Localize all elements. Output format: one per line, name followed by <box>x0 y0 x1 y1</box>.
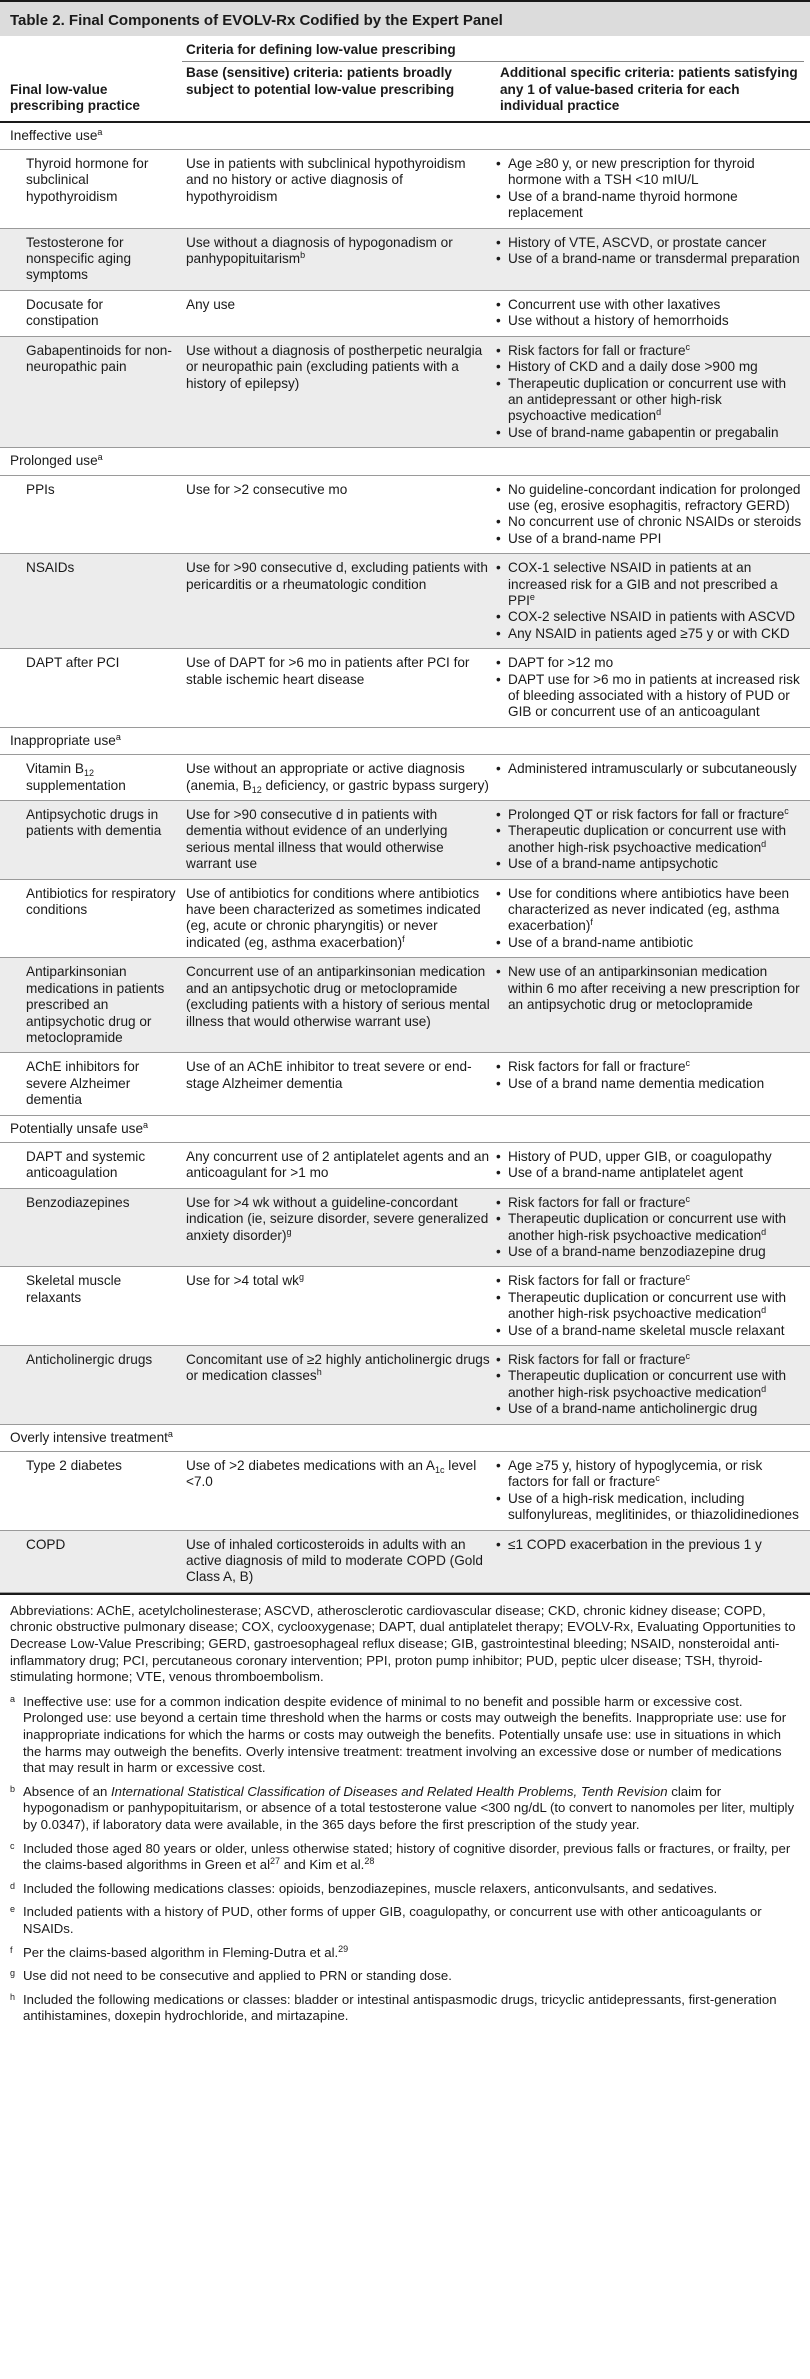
category-row: Potentially unsafe use$^a$ <box>0 1116 810 1143</box>
practice-cell: Vitamin $B_{12}$ supplementation <box>26 761 126 793</box>
base-criteria-cell: Any concurrent use of 2 antiplatelet agents and an anticoagulant for >1 mo <box>186 1148 490 1181</box>
criteria-bullet: • History of PUD, upper GIB, or coagulopathy <box>496 1149 804 1165</box>
additional-criteria-cell <box>496 297 804 330</box>
additional-criteria-cell <box>496 1195 804 1261</box>
additional-criteria-cell <box>496 807 804 873</box>
practice-cell: Docusate for constipation <box>26 296 104 329</box>
criteria-bullet: • History of CKD and a daily dose >900 mg <box>496 359 804 375</box>
additional-criteria-cell <box>496 1149 804 1182</box>
practice-cell: PPIs <box>26 481 55 497</box>
base-criteria-cell: Use for >90 consecutive d in patients with dementia without evidence of an underlying serious mental illness that would otherwise warrant use <box>186 807 448 872</box>
category-row: Inappropriate use$^a$ <box>0 728 810 755</box>
practice-cell: Thyroid hormone for subclinical hypothyroidism <box>26 156 149 204</box>
criteria-bullet: • History of VTE, ASCVD, or prostate cancer <box>496 235 804 251</box>
base-criteria-cell: Use without an appropriate or active diagnosis (anemia, $B_{12}$ deficiency, or gastric bypass surgery) <box>186 761 489 795</box>
criteria-bullet: • Prolonged QT or risk factors for fall or fracture$^c$ <box>496 807 804 823</box>
footnote <box>10 1992 800 2025</box>
practice-cell: AChE inhibitors for severe Alzheimer dementia <box>26 1059 140 1108</box>
footnote-text: Absence of an International Statistical Classification of Diseases and Related Health Problems, Tenth Revision claim for hypogonadism or panhypopituitarism, or absence of a total testosterone value <300 ng/dL (to convert to nanomoles per liter, multiply by 0.0347), if laboratory data were available, in the 365 days before the first prescription of the study year. <box>23 1783 795 1832</box>
footnotes-list <box>10 1694 800 2025</box>
table-row <box>0 150 810 229</box>
base-criteria-cell: Use without a diagnosis of hypogonadism or panhypopituitarism$^b$ <box>186 234 453 267</box>
practice-cell: Anticholinergic drugs <box>26 1352 153 1367</box>
table-row <box>0 476 810 555</box>
criteria-bullet: • Use of a brand name dementia medication <box>496 1076 804 1092</box>
table-row <box>0 229 810 291</box>
table-row <box>0 1267 810 1346</box>
additional-criteria-cell <box>496 1273 804 1339</box>
practice-cell: Type 2 diabetes <box>26 1458 122 1474</box>
table-row <box>0 801 810 880</box>
additional-criteria-cell <box>496 343 804 441</box>
criteria-bullet: • Use of a brand-name or transdermal preparation <box>496 251 804 267</box>
footnote-mark: h <box>10 1991 16 2002</box>
practice-cell: DAPT after PCI <box>26 655 120 671</box>
table-header <box>0 36 810 123</box>
criteria-bullet: • New use of an antiparkinsonian medication within 6 mo after receiving a new prescription for an antipsychotic drug or metoclopramide <box>496 964 804 1013</box>
footnote-text: Included patients with a history of PUD, other forms of upper GIB, coagulopathy, or concurrent use with other anticoagulants or NSAIDs. <box>23 1904 762 1936</box>
table-title: Table 2. Final Components of EVOLV-Rx Codified by the Expert Panel <box>0 0 810 36</box>
table-row <box>0 1143 810 1189</box>
table-row <box>0 880 810 959</box>
additional-criteria-cell <box>496 655 804 721</box>
criteria-bullet: • Use of a brand-name anticholinergic drug <box>496 1401 804 1417</box>
criteria-bullet: • Age ≥80 y, or new prescription for thyroid hormone with a TSH <10 mIU/L <box>496 156 804 189</box>
criteria-bullet: • Concurrent use with other laxatives <box>496 297 804 313</box>
additional-criteria-cell <box>496 1537 804 1586</box>
base-criteria-cell: Use for >4 total $wk^g$ <box>186 1272 304 1289</box>
table-row <box>0 1452 810 1531</box>
footnote <box>10 1784 800 1834</box>
additional-criteria-cell <box>496 964 804 1046</box>
footnote-mark: g <box>10 1968 16 1979</box>
additional-criteria-cell <box>496 482 804 548</box>
footnote-text: Included the following medications classes: opioids, benzodiazepines, muscle relaxers, anticonvulsants, and sedatives. <box>23 1880 718 1896</box>
criteria-bullet: • Therapeutic duplication or concurrent use with an antidepressant or other high-risk psychoactive medication$^d$ <box>496 376 804 425</box>
criteria-bullet: • Use of a brand-name antiplatelet agent <box>496 1165 804 1181</box>
criteria-bullet: • Age ≥75 y, history of hypoglycemia, or risk factors for fall or fracture$^c$ <box>496 1458 804 1491</box>
additional-criteria-cell <box>496 1352 804 1418</box>
table-body <box>0 123 810 1593</box>
base-criteria-cell: Use of an AChE inhibitor to treat severe or end-stage Alzheimer dementia <box>186 1059 472 1091</box>
criteria-bullet: • Therapeutic duplication or concurrent use with another high-risk psychoactive medication$^d$ <box>496 823 804 856</box>
criteria-bullet: • DAPT use for >6 mo in patients at increased risk of bleeding associated with a history of PUD or GIB or concurrent use of an anticoagulant <box>496 672 804 721</box>
practice-cell: NSAIDs <box>26 560 75 576</box>
footnote-mark: a <box>10 1693 16 1704</box>
footnote-mark: e <box>10 1904 16 1915</box>
practice-cell: DAPT and systemic anticoagulation <box>26 1148 146 1181</box>
category-row: Ineffective use$^a$ <box>0 123 810 150</box>
base-criteria-cell: Use for >4 wk without a guideline-concordant indication (ie, seizure disorder, severe generalized anxiety disorder)$^g$ <box>186 1194 489 1243</box>
footnote-mark: c <box>10 1840 15 1851</box>
footnote <box>10 1945 800 1962</box>
base-criteria-cell: Use of >2 diabetes medications with an $A_{1c}$ level <7.0 <box>186 1458 477 1490</box>
criteria-bullet: • Use of a brand-name antibiotic <box>496 935 804 951</box>
table-row <box>0 554 810 649</box>
base-criteria-cell: Use of DAPT for >6 mo in patients after PCI for stable ischemic heart disease <box>186 655 470 687</box>
criteria-bullet: • Therapeutic duplication or concurrent use with another high-risk psychoactive medication$^d$ <box>496 1290 804 1323</box>
criteria-span-header: Criteria for defining low-value prescribing <box>182 36 804 62</box>
footnote <box>10 1904 800 1937</box>
criteria-bullet: • Any NSAID in patients aged ≥75 y or with CKD <box>496 626 804 642</box>
additional-criteria-cell <box>496 560 804 642</box>
criteria-bullet: • No concurrent use of chronic NSAIDs or steroids <box>496 514 804 530</box>
footnote-text: Use did not need to be consecutive and applied to PRN or standing dose. <box>23 1968 452 1984</box>
footnote-text: Included those aged 80 years or older, unless otherwise stated; history of cognitive disorder, previous falls or fractures, or frailty, per the claims-based algorithms in Green et $al^{27}$ and Kim et al.$^{28}$ <box>23 1840 791 1873</box>
table-row <box>0 291 810 337</box>
practice-cell: Antiparkinsonian medications in patients prescribed an antipsychotic drug or metoclopramide <box>26 964 165 1045</box>
criteria-bullet: • Use of a brand-name skeletal muscle relaxant <box>496 1323 804 1339</box>
criteria-bullet: • Risk factors for fall or fracture$^c$ <box>496 1195 804 1211</box>
criteria-bullet: • Use of a brand-name antipsychotic <box>496 856 804 872</box>
table-row <box>0 649 810 728</box>
practice-column-header: Final low-value prescribing practice <box>10 81 140 114</box>
criteria-bullet: • Therapeutic duplication or concurrent use with another high-risk psychoactive medication$^d$ <box>496 1368 804 1401</box>
footnote-text: Per the claims-based algorithm in Fleming-Dutra et al.$^{29}$ <box>23 1943 349 1960</box>
base-criteria-column-header: Base (sensitive) criteria: patients broadly subject to potential low-value prescribing <box>186 65 455 97</box>
criteria-bullet: • Risk factors for fall or fracture$^c$ <box>496 1352 804 1368</box>
footnote-text: Ineffective use: use for a common indication despite evidence of minimal to no benefit and possible harm or excessive cost. Prolonged use: use beyond a certain time threshold when the harms or costs may outweigh the benefits. Inappropriate use: use for inappropriate indications for which the harms or costs may outweigh the benefits. Potentially unsafe use: use in situations in which the harms may outweigh the benefits. Overly intensive treatment: treatment involving an excessive dose or number of medications that may result in harm or excessive cost. <box>23 1693 787 1776</box>
category-row: Prolonged use$^a$ <box>0 448 810 475</box>
abbreviations-note: Abbreviations: AChE, acetylcholinesterase; ASCVD, atherosclerotic cardiovascular disease; CKD, chronic kidney disease; COPD, chronic obstructive pulmonary disease; COX, cyclooxygenase; DAPT, dual antiplatelet therapy; EVOLV-Rx, Evaluating Opportunities to Decrease Low-Value Prescribing; GERD, gastroesophageal reflux disease; GIB, gastrointestinal bleeding; NSAID, nonsteroidal anti-inflammatory drug; PCI, percutaneous coronary intervention; PPI, proton pump inhibitor; PUD, peptic ulcer disease; TSH, thyroid-stimulating hormone; VTE, venous thromboembolism. <box>10 1602 796 1685</box>
footnote-mark: d <box>10 1880 16 1891</box>
practice-cell: Testosterone for nonspecific aging symptoms <box>26 234 132 283</box>
footnote <box>10 1881 800 1898</box>
criteria-bullet: • No guideline-concordant indication for prolonged use (eg, erosive esophagitis, refractory GERD) <box>496 482 804 515</box>
table-row <box>0 1346 810 1425</box>
category-row: Overly intensive treatment$^a$ <box>0 1425 810 1452</box>
base-criteria-cell: Use of inhaled corticosteroids in adults with an active diagnosis of mild to moderate COPD (Gold Class A, B) <box>186 1536 483 1585</box>
criteria-bullet: • COX-2 selective NSAID in patients with ASCVD <box>496 609 804 625</box>
criteria-bullet: • Risk factors for fall or fracture$^c$ <box>496 1273 804 1289</box>
criteria-bullet: • Use of a brand-name benzodiazepine drug <box>496 1244 804 1260</box>
footnote-mark: f <box>10 1944 13 1955</box>
criteria-bullet: • Therapeutic duplication or concurrent use with another high-risk psychoactive medication$^d$ <box>496 1211 804 1244</box>
practice-cell: Benzodiazepines <box>26 1194 130 1210</box>
criteria-bullet: • Use of a brand-name PPI <box>496 531 804 547</box>
footnote-text: Included the following medications or classes: bladder or intestinal antispasmodic drugs, tricyclic antidepressants, first-generation antihistamines, doxepin hydrochloride, and mirtazapine. <box>23 1991 777 2024</box>
criteria-bullet: • Administered intramuscularly or subcutaneously <box>496 761 804 777</box>
additional-criteria-column-header: Additional specific criteria: patients satisfying any 1 of value-based criteria for each individual practice <box>500 65 798 114</box>
base-criteria-cell: Concurrent use of an antiparkinsonian medication and an antipsychotic drug or metoclopramide (excluding patients with a history of serious mental illness that would otherwise warrant use) <box>186 964 490 1029</box>
base-criteria-cell: Use of antibiotics for conditions where antibiotics have been characterized as sometimes indicated (eg, acute or chronic pharyngitis) or never indicated (eg, asthma exacerbation)$^f$ <box>186 885 481 950</box>
additional-criteria-cell <box>496 235 804 284</box>
criteria-bullet: • ≤1 COPD exacerbation in the previous 1 y <box>496 1537 804 1553</box>
additional-criteria-cell <box>496 761 804 794</box>
additional-criteria-cell <box>496 156 804 222</box>
criteria-bullet: • Risk factors for fall or fracture$^c$ <box>496 1059 804 1075</box>
criteria-bullet: • DAPT for >12 mo <box>496 655 804 671</box>
criteria-bullet: • Use without a history of hemorrhoids <box>496 313 804 329</box>
criteria-bullet: • Use of a high-risk medication, including sulfonylureas, meglitinides, or thiazolidinediones <box>496 1491 804 1524</box>
base-criteria-cell: Use in patients with subclinical hypothyroidism and no history or active diagnosis of hypothyroidism <box>186 156 466 204</box>
practice-cell: Skeletal muscle relaxants <box>26 1273 122 1305</box>
base-criteria-cell: Concomitant use of ≥2 highly anticholinergic drugs or medication classes$^h$ <box>186 1352 490 1384</box>
table-notes <box>0 1593 810 2025</box>
criteria-bullet: • Use of a brand-name thyroid hormone replacement <box>496 189 804 222</box>
criteria-bullet: • Use of brand-name gabapentin or pregabalin <box>496 425 804 441</box>
footnote-mark: b <box>10 1783 16 1794</box>
table-row <box>0 958 810 1053</box>
table-row <box>0 1189 810 1268</box>
additional-criteria-cell <box>496 1059 804 1108</box>
table-row <box>0 1531 810 1593</box>
table-row <box>0 755 810 801</box>
base-criteria-cell: Use without a diagnosis of postherpetic neuralgia or neuropathic pain (excluding patients with a history of epilepsy) <box>186 342 483 391</box>
table-row <box>0 337 810 448</box>
practice-cell: Antipsychotic drugs in patients with dementia <box>26 807 162 839</box>
practice-cell: Gabapentinoids for non-neuropathic pain <box>26 342 172 375</box>
table-row <box>0 1053 810 1115</box>
footnote <box>10 1968 800 1985</box>
criteria-bullet: • COX-1 selective NSAID in patients at an increased risk for a GIB and not prescribed a PPI$^e$ <box>496 560 804 609</box>
criteria-bullet: • Use for conditions where antibiotics have been characterized as never indicated (eg, asthma exacerbation)$^f$ <box>496 886 804 935</box>
footnote <box>10 1841 800 1874</box>
practice-cell: Antibiotics for respiratory conditions <box>26 885 176 918</box>
criteria-bullet: • Risk factors for fall or fracture$^c$ <box>496 343 804 359</box>
practice-cell: COPD <box>26 1536 66 1552</box>
additional-criteria-cell <box>496 886 804 952</box>
footnote <box>10 1694 800 1777</box>
base-criteria-cell: Use for >2 consecutive mo <box>186 481 348 497</box>
additional-criteria-cell <box>496 1458 804 1524</box>
base-criteria-cell: Use for >90 consecutive d, excluding patients with pericarditis or a rheumatologic condition <box>186 560 488 592</box>
base-criteria-cell: Any use <box>186 296 236 312</box>
